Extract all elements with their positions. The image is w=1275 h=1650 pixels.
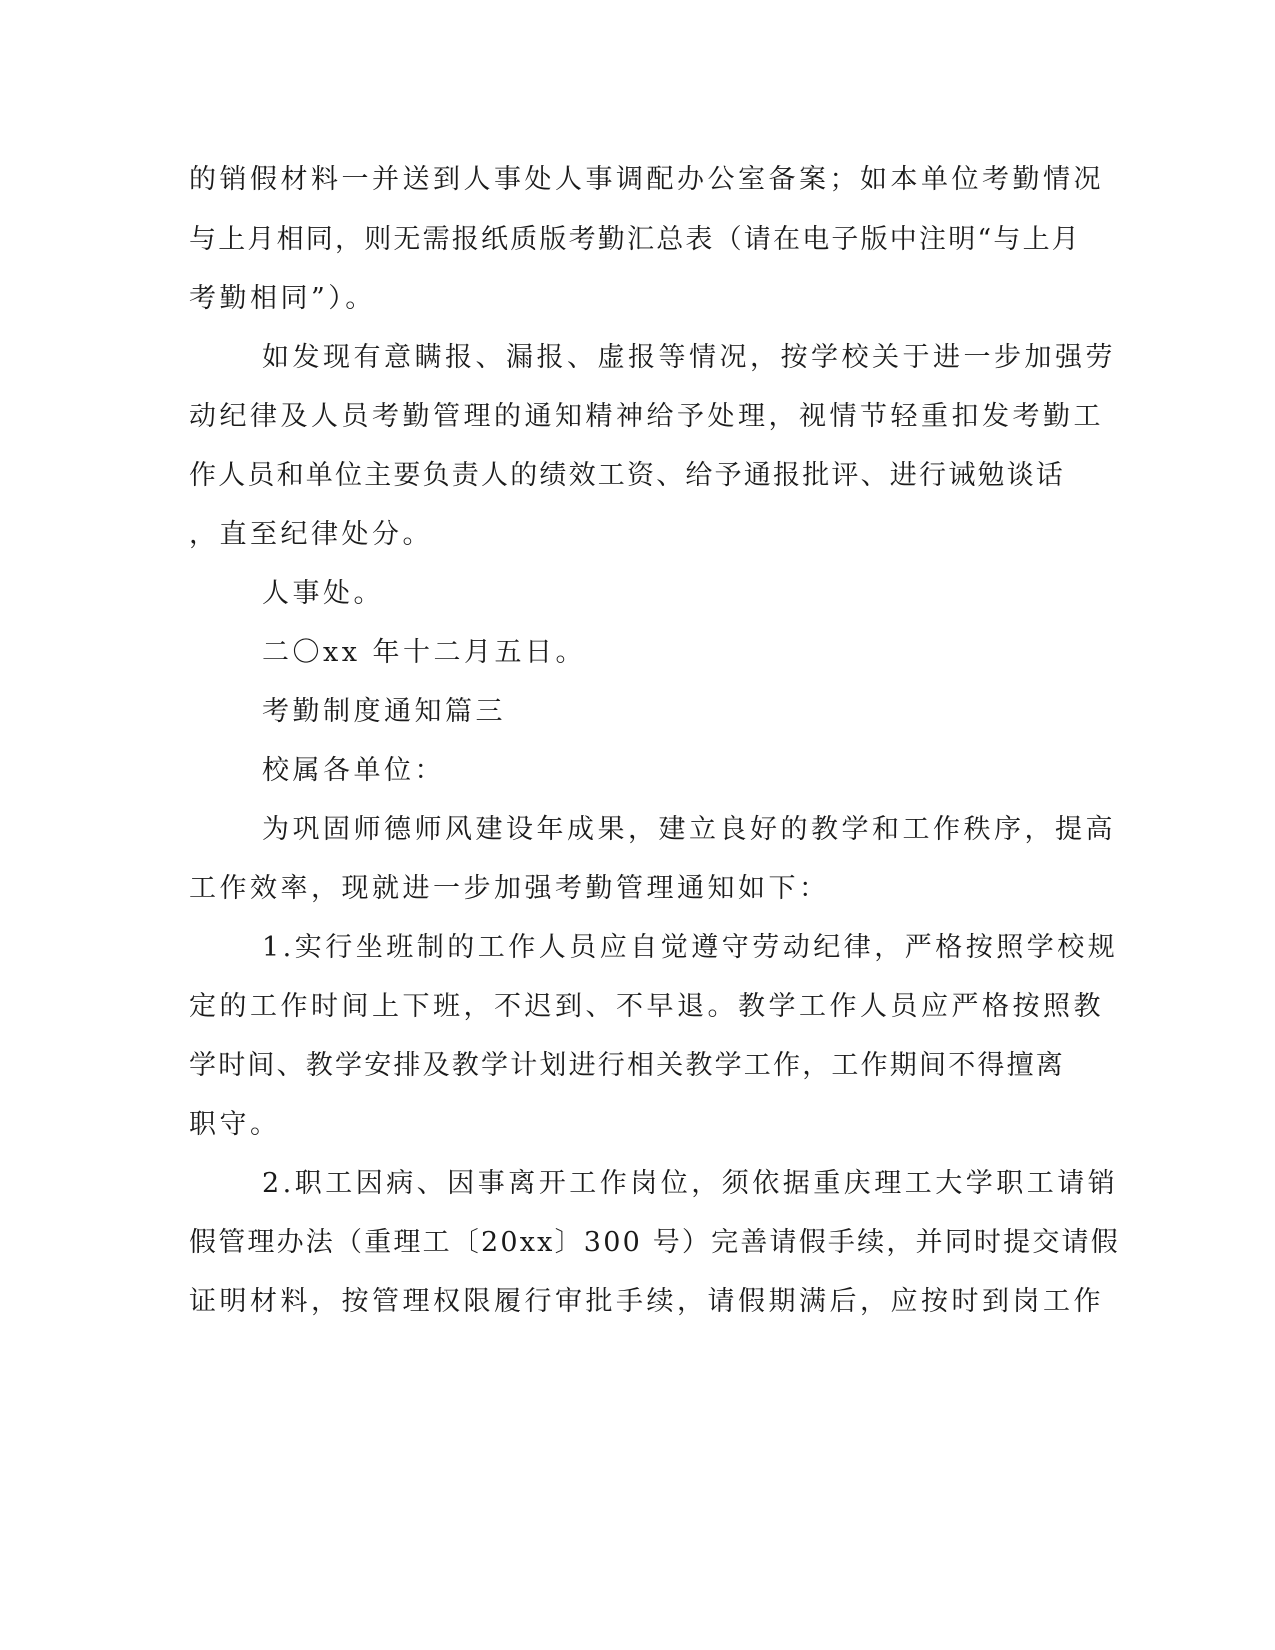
item-1-line-4: 职守。 (189, 1109, 281, 1140)
text-line-2: 与上月相同，则无需报纸质版考勤汇总表（请在电子版中注明“与上月 (189, 224, 1082, 255)
signature-date: 二〇xx 年十二月五日。 (262, 637, 587, 668)
section-title: 考勤制度通知篇三 (262, 696, 506, 727)
item-2-line-3: 证明材料，按管理权限履行审批手续，请假期满后，应按时到岗工作 (189, 1286, 1104, 1317)
item-1-line-1: 1.实行坐班制的工作人员应自觉遵守劳动纪律，严格按照学校规 (262, 932, 1119, 963)
item-2-line-1: 2.职工因病、因事离开工作岗位，须依据重庆理工大学职工请销 (262, 1168, 1119, 1199)
item-2-line-2: 假管理办法（重理工〔20xx〕300 号）完善请假手续，并同时提交请假 (189, 1227, 1120, 1258)
paragraph-line-4: 如发现有意瞒报、漏报、虚报等情况，按学校关于进一步加强劳 (262, 342, 1116, 373)
text-line-5: 动纪律及人员考勤管理的通知精神给予处理，视情节轻重扣发考勤工 (189, 401, 1104, 432)
text-line-3: 考勤相同”）。 (189, 283, 376, 314)
text-line-13: 工作效率，现就进一步加强考勤管理通知如下： (189, 873, 830, 904)
salutation: 校属各单位： (262, 755, 445, 786)
paragraph-line-12: 为巩固师德师风建设年成果，建立良好的教学和工作秩序，提高 (262, 814, 1116, 845)
text-line-1: 的销假材料一并送到人事处人事调配办公室备案；如本单位考勤情况 (189, 164, 1104, 195)
item-1-line-3: 学时间、教学安排及教学计划进行相关教学工作，工作期间不得擅离 (189, 1050, 1065, 1081)
text-line-7: ，直至纪律处分。 (189, 519, 433, 550)
text-line-6: 作人员和单位主要负责人的绩效工资、给予通报批评、进行诫勉谈话 (189, 460, 1065, 491)
signature-department: 人事处。 (262, 578, 384, 609)
item-1-line-2: 定的工作时间上下班，不迟到、不早退。教学工作人员应严格按照教 (189, 991, 1104, 1022)
